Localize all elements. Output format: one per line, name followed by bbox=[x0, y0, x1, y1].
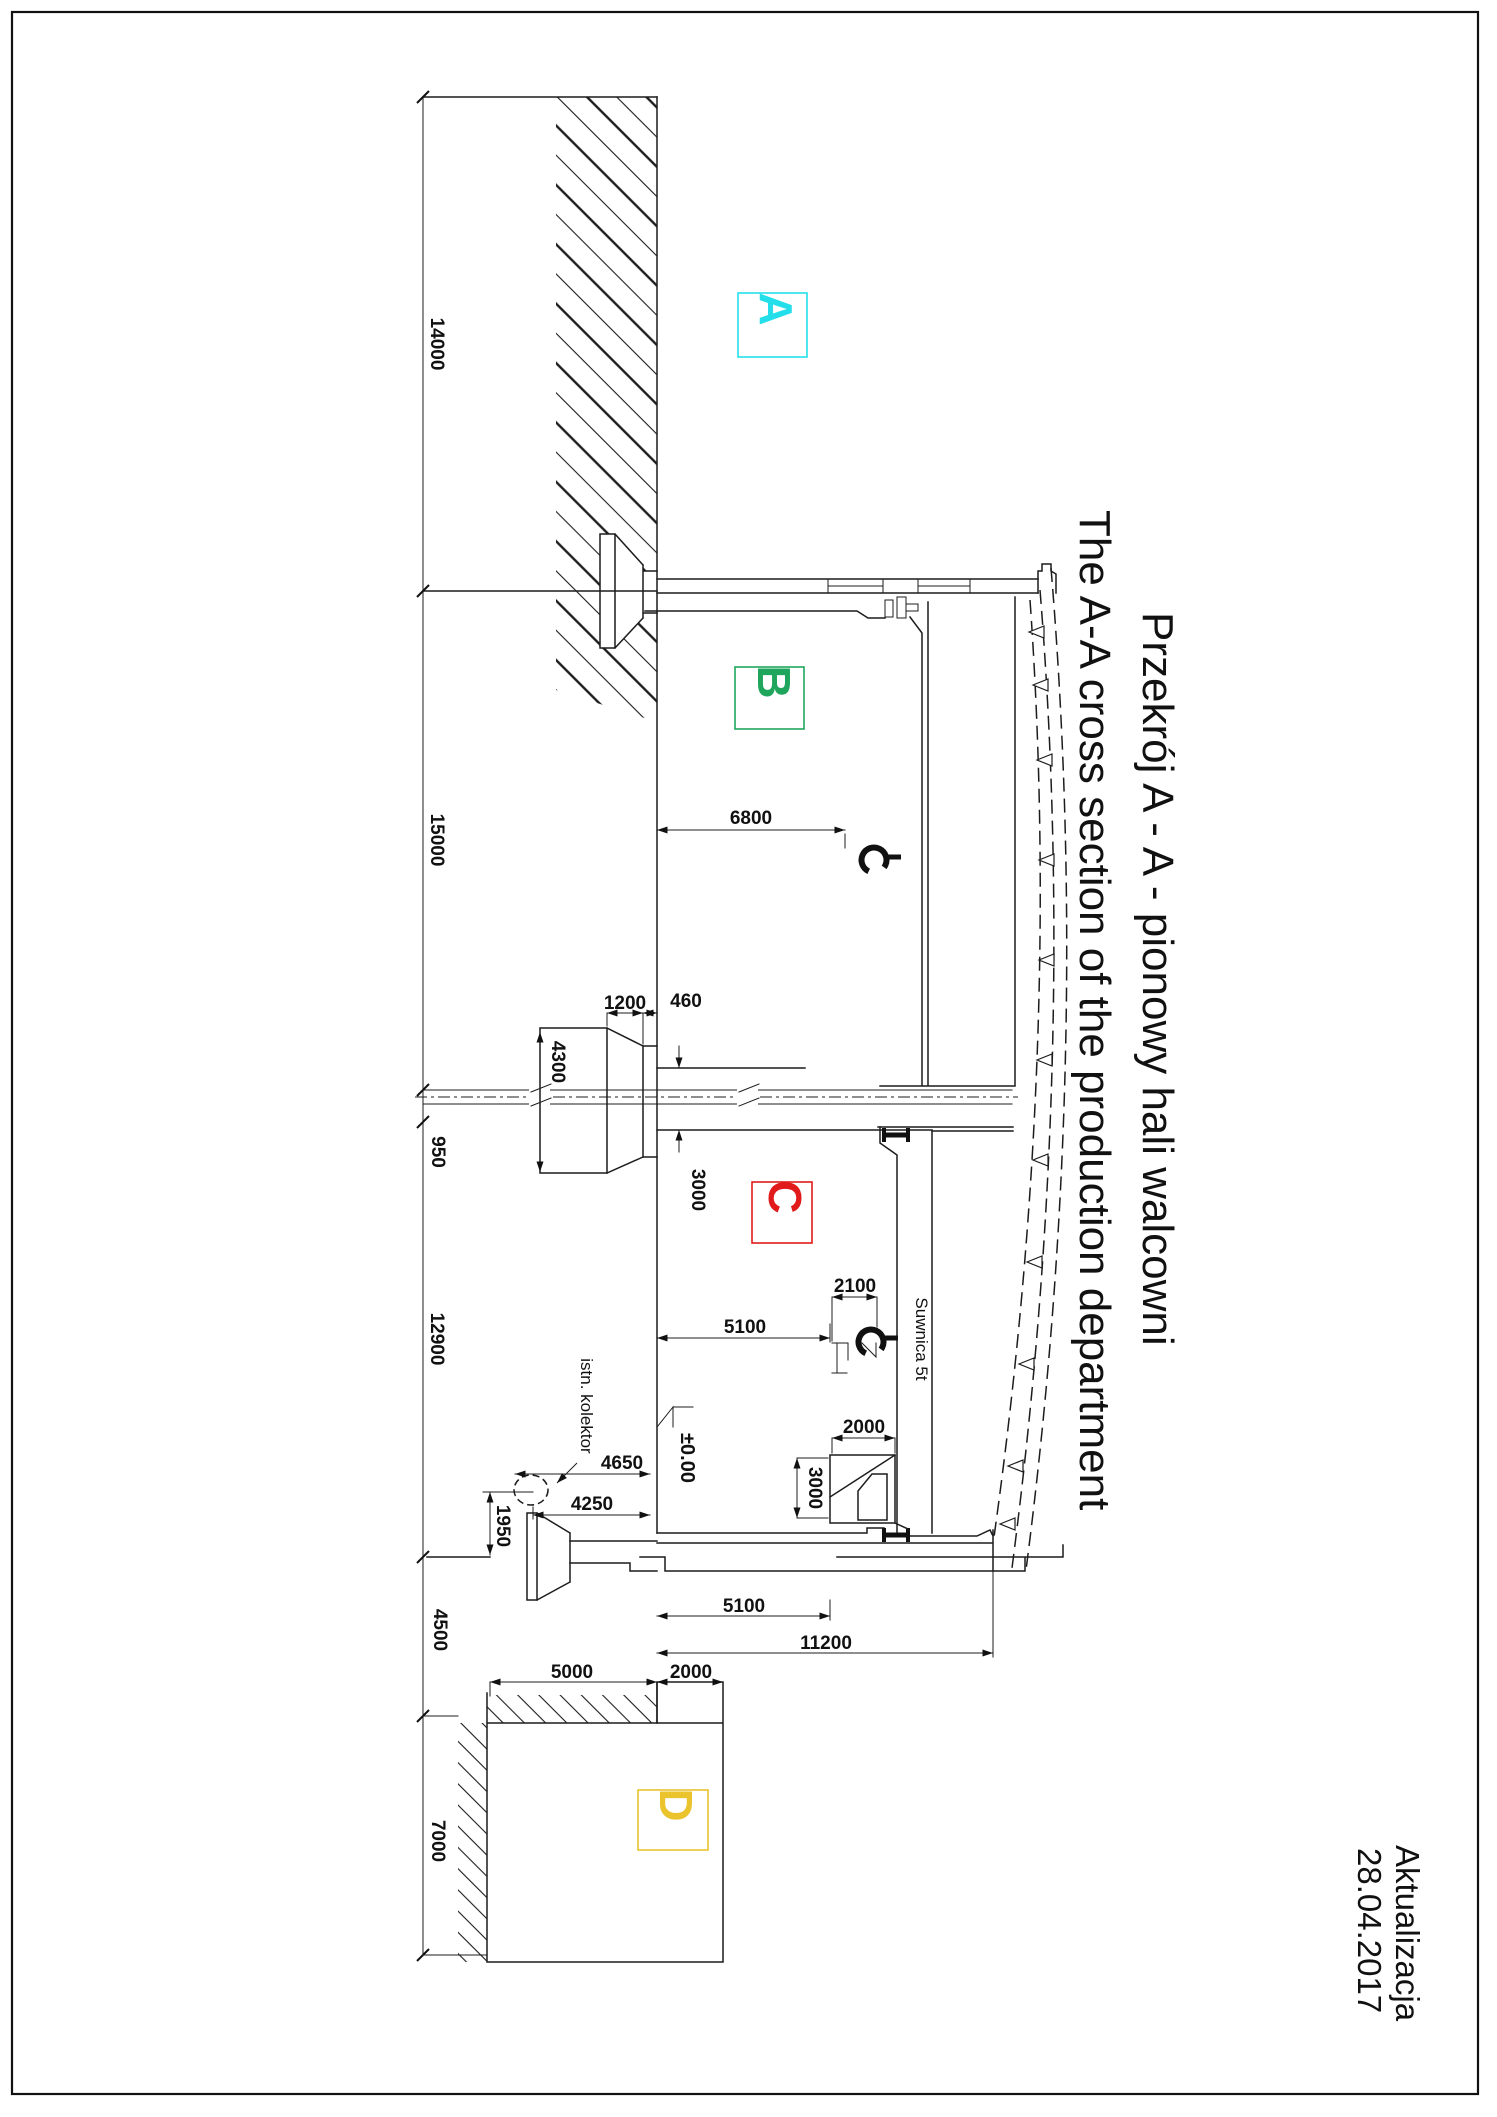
revision-date: 28.04.2017 bbox=[1351, 1848, 1388, 2014]
level-zero-label: ±0.00 bbox=[676, 1433, 698, 1483]
dim-5100-floor: 5100 bbox=[722, 1596, 766, 1617]
title-english: The A-A cross section of the production department bbox=[1070, 510, 1119, 1511]
dim-4650: 4650 bbox=[600, 1453, 644, 1474]
dim-2100: 2100 bbox=[833, 1276, 877, 1297]
dim-12900: 12900 bbox=[426, 1312, 447, 1366]
dim-5100-crane: 5100 bbox=[723, 1317, 767, 1338]
anvil-foundation bbox=[527, 1513, 657, 1600]
dim-2000-machine: 2000 bbox=[842, 1417, 886, 1438]
crane-label: Suwnica 5t bbox=[912, 1297, 931, 1381]
region-letter-a: A bbox=[749, 292, 802, 326]
dim-460: 460 bbox=[670, 991, 702, 1012]
dim-15000: 15000 bbox=[426, 813, 447, 867]
dim-3000-machine: 3000 bbox=[804, 1466, 825, 1510]
region-letter-b: B bbox=[747, 665, 800, 699]
region-letter-d: D bbox=[649, 1788, 702, 1822]
hatched-wall-section bbox=[556, 97, 657, 722]
crane-hook-lower bbox=[832, 1325, 898, 1373]
dimension-chain bbox=[417, 91, 487, 1961]
region-letter-c: C bbox=[758, 1180, 811, 1214]
revision-label: Aktualizacja bbox=[1389, 1845, 1426, 2022]
dim-4300: 4300 bbox=[547, 1040, 568, 1084]
dim-4500: 4500 bbox=[429, 1608, 450, 1652]
dim-1950: 1950 bbox=[492, 1504, 513, 1548]
dim-11200: 11200 bbox=[800, 1633, 852, 1654]
dim-2000-basement: 2000 bbox=[669, 1662, 713, 1683]
title-polish: Przekrój A - A - pionowy hali walcowni bbox=[1133, 612, 1182, 1346]
roof-structure bbox=[645, 564, 1056, 618]
curved-truss bbox=[994, 568, 1067, 1570]
hall-c-structure bbox=[657, 1068, 1013, 1533]
existing-collector bbox=[514, 1463, 577, 1505]
dim-14000: 14000 bbox=[426, 317, 447, 371]
level-mark-flag bbox=[657, 1407, 693, 1427]
dim-1200: 1200 bbox=[603, 993, 647, 1014]
hall-b-right-wall bbox=[880, 597, 1015, 1086]
dim-4250: 4250 bbox=[570, 1494, 614, 1515]
crane-rail-floor bbox=[884, 1528, 908, 1542]
crane-hook-upper bbox=[857, 843, 901, 876]
dim-6800: 6800 bbox=[729, 808, 773, 829]
floor-slab bbox=[427, 1528, 1063, 1571]
dimension-lines bbox=[483, 830, 993, 1696]
collector-label: istn. kolektor bbox=[577, 1358, 596, 1454]
dim-5000: 5000 bbox=[550, 1662, 594, 1683]
dim-3000-wall: 3000 bbox=[687, 1168, 708, 1212]
dim-950: 950 bbox=[427, 1136, 448, 1168]
dim-7000: 7000 bbox=[427, 1819, 448, 1863]
